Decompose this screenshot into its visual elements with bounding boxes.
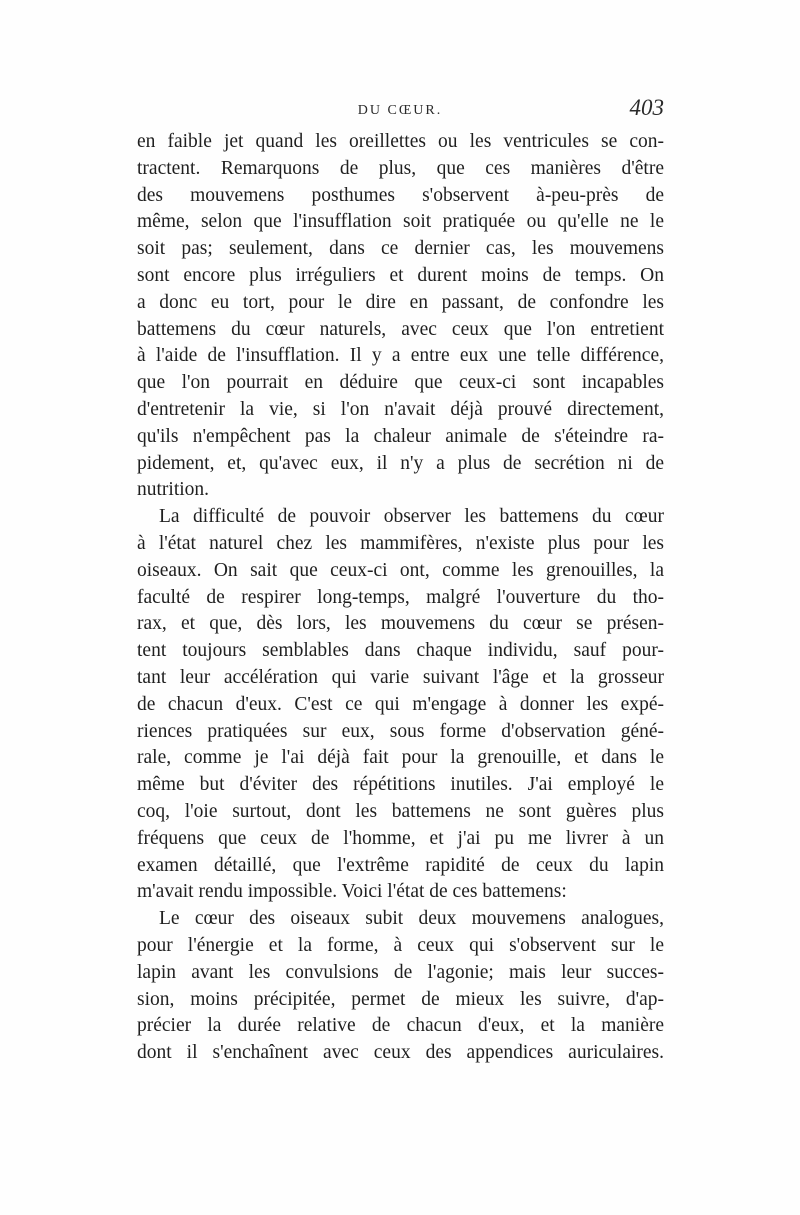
text-line: même, selon que l'insufflation soit pratiquée ou qu'elle ne le — [137, 211, 664, 233]
text-line: même but d'éviter des répétitions inutiles. J'ai employé le — [137, 774, 664, 796]
text-line: fréquens que ceux de l'homme, et j'ai pu me livrer à un — [137, 827, 664, 849]
text-line: à l'aide de l'insufflation. Il y a entre eux une telle différence, — [137, 345, 664, 367]
text-line: examen détaillé, que l'extrême rapidité de ceux du lapin — [137, 854, 664, 876]
text-line: Le cœur des oiseaux subit deux mouvemens analogues, — [159, 908, 664, 930]
paragraph-2 — [137, 504, 664, 906]
text-line: à l'état naturel chez les mammifères, n'existe plus pour les — [137, 532, 664, 554]
text-line: en faible jet quand les oreillettes ou les ventricules se con- — [137, 131, 664, 152]
text-line: de chacun d'eux. C'est ce qui m'engage à donner les expé- — [137, 693, 664, 715]
paragraph-1 — [137, 129, 664, 504]
running-head — [136, 95, 664, 129]
running-title: DU CŒUR. — [357, 103, 443, 118]
text-line: dont il s'enchaînent avec ceux des appendices auriculaires. — [137, 1042, 664, 1064]
text-line: tent toujours semblables dans chaque individu, sauf pour- — [137, 640, 664, 662]
text-line: précier la durée relative de chacun d'eux, et la manière — [137, 1015, 664, 1037]
text-line: lapin avant les convulsions de l'agonie; mais leur succes- — [137, 961, 664, 983]
text-line: sion, moins précipitée, permet de mieux les suivre, d'ap- — [137, 988, 664, 1010]
text-line: m'avait rendu impossible. Voici l'état de ces battemens: — [137, 881, 567, 903]
text-line: sont encore plus irréguliers et durent moins de temps. On — [137, 264, 664, 286]
text-line: tractent. Remarquons de plus, que ces manières d'être — [137, 157, 664, 179]
text-line: La difficulté de pouvoir observer les battemens du cœur — [159, 506, 664, 528]
text-line: faculté de respirer long-temps, malgré l'ouverture du tho- — [137, 586, 664, 608]
text-line: soit pas; seulement, dans ce dernier cas, les mouvemens — [137, 238, 664, 260]
text-line: oiseaux. On sait que ceux-ci ont, comme les grenouilles, la — [137, 559, 664, 581]
body-text — [137, 129, 664, 1067]
text-line: battemens du cœur naturels, avec ceux que l'on entretient — [137, 318, 664, 340]
text-line: rale, comme je l'ai déjà fait pour la grenouille, et dans le — [137, 747, 664, 769]
text-line: d'entretenir la vie, si l'on n'avait déjà prouvé directement, — [137, 398, 664, 420]
text-line: que l'on pourrait en déduire que ceux-ci sont incapables — [137, 372, 664, 394]
text-line: qu'ils n'empêchent pas la chaleur animale de s'éteindre ra- — [137, 425, 664, 447]
text-line: riences pratiquées sur eux, sous forme d'observation géné- — [137, 720, 664, 742]
paragraph-3 — [137, 906, 664, 1067]
text-line: pour l'énergie et la forme, à ceux qui s'observent sur le — [137, 934, 664, 956]
text-line: des mouvemens posthumes s'observent à-peu-près de — [137, 184, 664, 206]
text-line: pidement, et, qu'avec eux, il n'y a plus de secrétion ni de — [137, 452, 664, 474]
text-line: nutrition. — [137, 479, 210, 501]
text-line: tant leur accélération qui varie suivant l'âge et la grosseur — [137, 666, 664, 688]
text-line: coq, l'oie surtout, dont les battemens ne sont guères plus — [137, 800, 664, 822]
page-number: 403 — [629, 95, 664, 120]
text-line: rax, et que, dès lors, les mouvemens du cœur se présen- — [137, 613, 664, 635]
text-line: a donc eu tort, pour le dire en passant, de confondre les — [137, 291, 664, 313]
